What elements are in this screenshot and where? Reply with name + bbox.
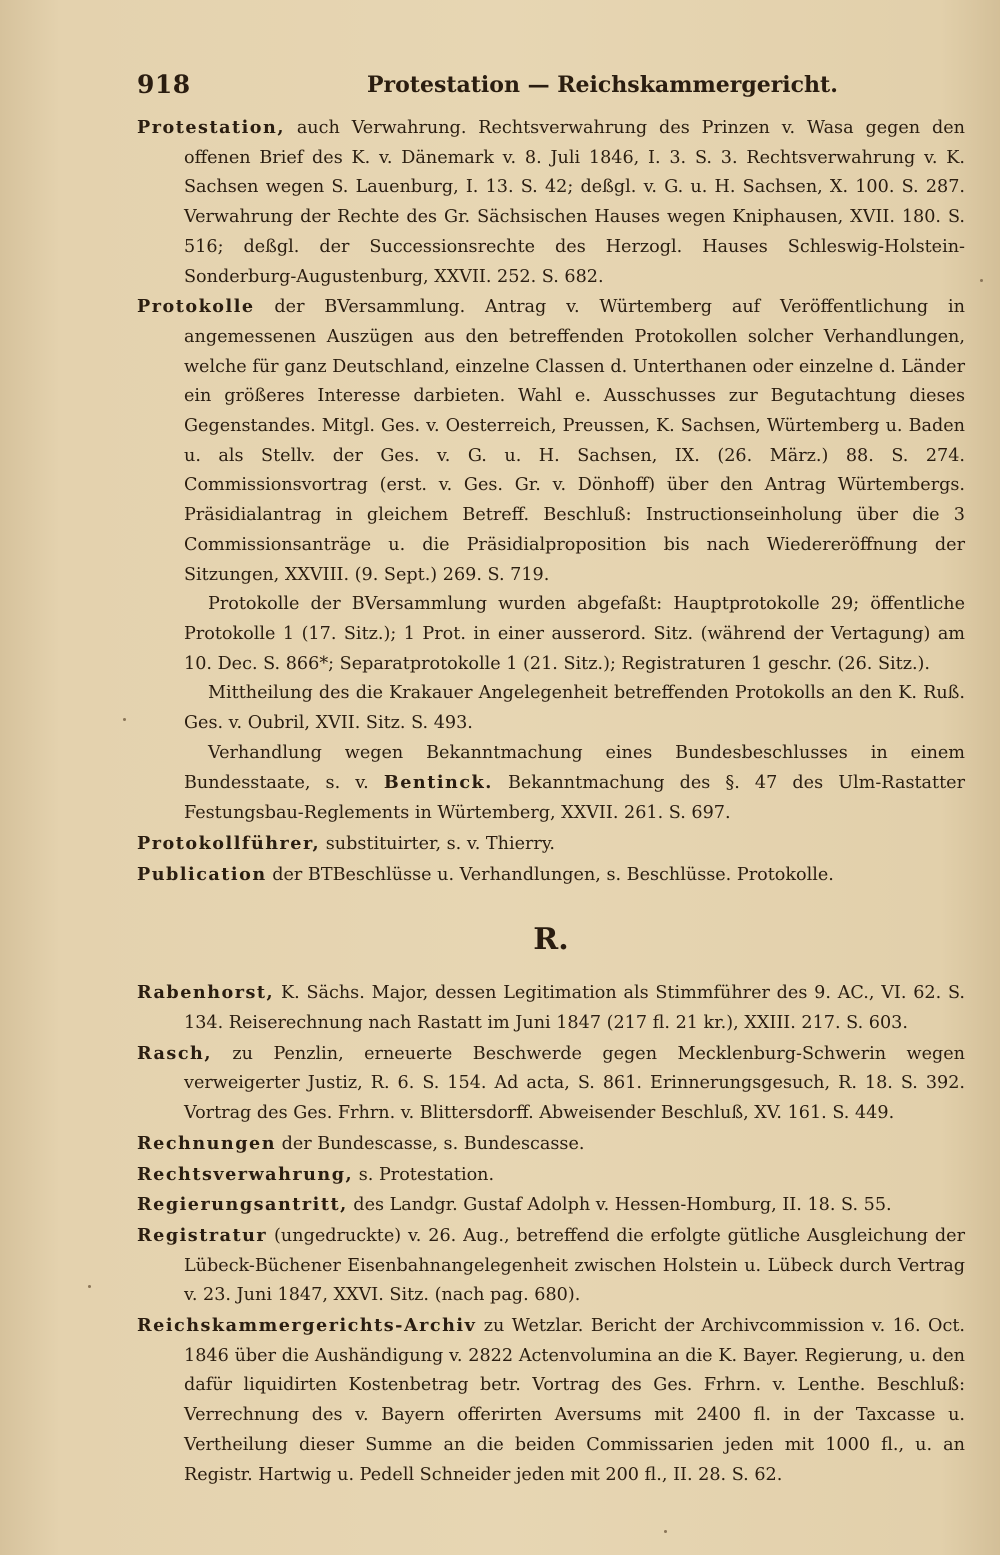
index-entry: [137, 1160, 965, 1191]
entry-keyword: Protestation,: [137, 117, 285, 138]
paragraph-text: Protokolle der BVersammlung wurden abgefaßt: Hauptprotokolle 29; öffentliche Protokolle 1 (17. Sitz.); 1 Prot. in einer ausserord. Sitz. (während der Vertagung) am 10. Dec. S. 866*; Separatprotokolle 1 (21. Sitz.); Registraturen 1 geschr. (26. Sitz.).: [184, 594, 965, 674]
index-entry: [137, 1039, 965, 1129]
entry-text: des Landgr. Gustaf Adolph v. Hessen-Homburg, II. 18. S. 55.: [347, 1195, 892, 1216]
cross-reference: Bentinck.: [383, 772, 493, 794]
index-entry: [137, 829, 965, 860]
section-heading: R.: [533, 922, 569, 958]
paper-speck: [88, 1285, 91, 1288]
index-entry: [137, 1311, 965, 1490]
entry-text: substituirter, s. v. Thierry.: [320, 833, 556, 854]
sub-paragraph: [137, 679, 965, 738]
entry-text: zu Penzlin, erneuerte Beschwerde gegen Mecklenburg-Schwerin wegen verweigerter Justiz, R. 6. S. 154. Ad acta, S. 861. Erinnerungsgesuch, R. 18. S. 392. Vortrag des Ges. Frhrn. v. Blittersdorff. Abweisender Beschluß, XV. 161. S. 449.: [184, 1043, 965, 1124]
entry-keyword: Reichskammergerichts-Archiv: [137, 1315, 477, 1337]
index-entry: [137, 1190, 965, 1221]
entry-text: K. Sächs. Major, dessen Legitimation als Stimmführer des 9. AC., VI. 62. S. 134. Reiserechnung nach Rastatt im Juni 1847 (217 fl. 21 kr.), XXIII. 217. S. 603.: [184, 983, 965, 1033]
page-number: 918: [137, 70, 191, 99]
index-entry: [137, 860, 965, 891]
entry-keyword: Rechnungen: [137, 1132, 276, 1154]
entry-keyword: Rechtsverwahrung,: [137, 1163, 354, 1185]
entry-keyword: Protokolle: [137, 296, 255, 318]
paragraph-text: Mittheilung des die Krakauer Angelegenheit betreffenden Protokolls an den K. Ruß. Ges. v. Oubril, XVII. Sitz. S. 493.: [184, 683, 965, 734]
entry-keyword: Protokollführer,: [137, 832, 321, 854]
running-title: Protestation — Reichskammergericht.: [367, 72, 838, 98]
entry-keyword: Regierungsantritt,: [137, 1194, 348, 1216]
entry-text: s. Protestation.: [353, 1164, 495, 1185]
sub-paragraph: [137, 590, 965, 679]
running-head: [137, 70, 957, 110]
index-body: [137, 113, 965, 1490]
index-entry: [137, 1221, 965, 1311]
entry-keyword: Publication: [137, 863, 267, 885]
entry-text: der BTBeschlüsse u. Verhandlungen, s. Beschlüsse. Protokolle.: [266, 864, 834, 885]
entry-text: auch Verwahrung. Rechtsverwahrung des Prinzen v. Wasa gegen den offenen Brief des K. v. Dänemark v. 8. Juli 1846, I. 3. S. 3. Rechtsverwahrung v. K. Sachsen wegen S. Lauenburg, I. 13. S. 42; deßgl. v. G. u. H. Sachsen, X. 100. S. 287. Verwahrung der Rechte des Gr. Sächsischen Hauses wegen Kniphausen, XVII. 180. S. 516; deßgl. der Successionsrechte des Herzogl. Hauses Schleswig-Holstein-Sonderburg-Augustenburg, XXVII. 252. S. 682.: [184, 118, 965, 287]
entry-text: zu Wetzlar. Bericht der Archivcommission v. 16. Oct. 1846 über die Aushändigung v. 2822 Actenvolumina an die K. Bayer. Regierung, u. den dafür liquidirten Kostenbetrag betr. Vortrag des Ges. Frhrn. v. Lenthe. Beschluß: Verrechnung des v. Bayern offerirten Aversums mit 2400 fl. in der Taxcasse u. Vertheilung dieser Summe an die beiden Commissarien jeden mit 1000 fl., u. an Registr. Hartwig u. Pedell Schneider jeden mit 200 fl., II. 28. S. 62.: [184, 1316, 965, 1485]
index-entry: [137, 113, 965, 292]
entry-text: (ungedruckte) v. 26. Aug., betreffend die erfolgte gütliche Ausgleichung der Lübeck-Büchener Eisenbahnangelegenheit zwischen Holstein u. Lübeck durch Vertrag v. 23. Juni 1847, XXVI. Sitz. (nach pag. 680).: [184, 1225, 965, 1306]
paragraph-text: Verhandlung wegen Bekanntmachung eines Bundesbeschlusses in einem Bundesstaate, s. v.: [184, 742, 965, 794]
entry-keyword: Registratur: [137, 1224, 268, 1246]
entry-keyword: Rasch,: [137, 1042, 212, 1064]
index-entry: [137, 292, 965, 590]
paper-speck: [980, 279, 983, 282]
index-entry: [137, 978, 965, 1038]
paper-speck: [664, 1530, 667, 1533]
entry-keyword: Rabenhorst,: [137, 982, 275, 1004]
paragraph-text: Bekanntmachung des §. 47 des Ulm-Rastatter Festungsbau-Reglements in Würtemberg, XXVII. 261. S. 697.: [184, 773, 965, 824]
index-entry: [137, 1129, 965, 1160]
entry-text: der Bundescasse, s. Bundescasse.: [275, 1133, 585, 1154]
paper-speck: [123, 718, 126, 721]
sub-paragraph: [137, 739, 965, 829]
entry-text: der BVersammlung. Antrag v. Würtemberg auf Veröffentlichung in angemessenen Auszügen aus den betreffenden Protokollen solcher Verhandlungen, welche für ganz Deutschland, einzelne Classen d. Unterthanen oder einzelne d. Länder ein größeres Interesse darbieten. Wahl e. Ausschusses zur Begutachtung dieses Gegenstandes. Mitgl. Ges. v. Oesterreich, Preussen, K. Sachsen, Würtemberg u. Baden u. als Stellv. der Ges. v. G. u. H. Sachsen, IX. (26. März.) 88. S. 274. Commissionsvortrag (erst. v. Ges. Gr. v. Dönhoff) über den Antrag Würtembergs. Präsidialantrag in gleichem Betreff. Beschluß: Instructionseinholung über die 3 Commissionsanträge u. die Präsidialproposition bis nach Wiedereröffnung der Sitzungen, XXVIII. (9. Sept.) 269. S. 719.: [184, 297, 965, 585]
